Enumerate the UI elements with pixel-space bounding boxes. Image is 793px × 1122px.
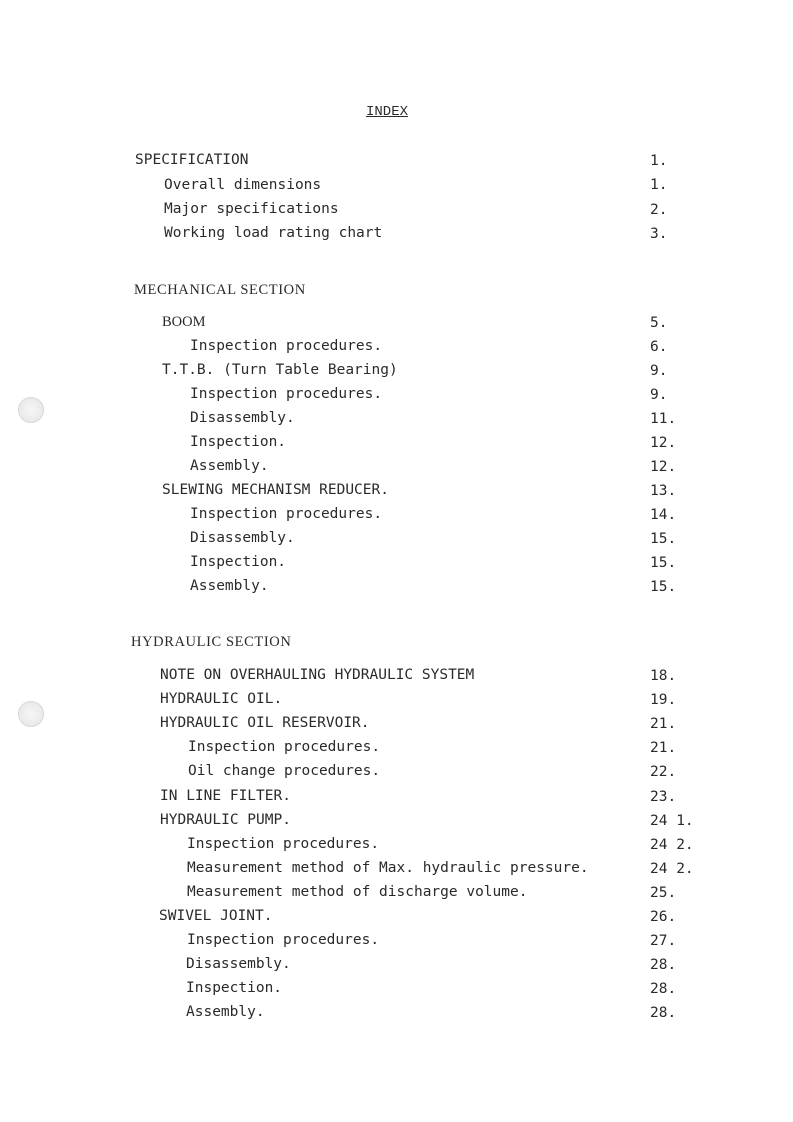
punch-hole-mark: [18, 397, 44, 423]
toc-entry: Inspection.: [186, 980, 283, 996]
toc-entry: Inspection procedures.: [187, 932, 380, 948]
toc-page-number: 2.: [650, 202, 668, 218]
toc-entry: Disassembly.: [190, 530, 295, 546]
toc-entry: Disassembly.: [186, 956, 291, 972]
section-heading-mechanical: MECHANICAL SECTION: [134, 282, 306, 298]
toc-entry: Measurement method of discharge volume.: [187, 884, 528, 900]
toc-page-number: 27.: [650, 933, 677, 949]
toc-page-number: 24 1.: [650, 813, 694, 829]
toc-page-number: 21.: [650, 716, 677, 732]
toc-entry: Major specifications: [164, 201, 339, 217]
punch-hole-mark: [18, 701, 44, 727]
toc-entry: Overall dimensions: [164, 177, 322, 193]
toc-page-number: 12.: [650, 435, 677, 451]
toc-page-number: 26.: [650, 909, 677, 925]
toc-entry: Assembly.: [186, 1004, 265, 1020]
toc-page-number: 3.: [650, 226, 668, 242]
toc-page-number: 15.: [650, 555, 677, 571]
toc-page-number: 1.: [650, 177, 668, 193]
toc-entry: HYDRAULIC PUMP.: [160, 812, 291, 828]
toc-entry: Inspection.: [190, 554, 287, 570]
toc-entry: IN LINE FILTER.: [160, 788, 291, 804]
toc-page-number: 22.: [650, 764, 677, 780]
toc-page-number: 15.: [650, 531, 677, 547]
toc-entry: SWIVEL JOINT.: [159, 908, 273, 924]
toc-page-number: 19.: [650, 692, 677, 708]
section-heading-hydraulic: HYDRAULIC SECTION: [131, 634, 292, 650]
toc-page-number: 25.: [650, 885, 677, 901]
toc-page-number: 9.: [650, 363, 668, 379]
section-heading-page: 1.: [650, 153, 668, 169]
toc-page-number: 28.: [650, 981, 677, 997]
toc-page-number: 5.: [650, 315, 668, 331]
toc-page-number: 24 2.: [650, 861, 694, 877]
toc-entry: Oil change procedures.: [188, 763, 381, 779]
page-title: INDEX: [366, 104, 409, 120]
toc-entry: Inspection procedures.: [187, 836, 380, 852]
toc-entry: Inspection.: [190, 434, 287, 450]
toc-entry: Working load rating chart: [164, 225, 383, 241]
toc-entry: NOTE ON OVERHAULING HYDRAULIC SYSTEM: [160, 667, 475, 683]
toc-entry: Measurement method of Max. hydraulic pressure.: [187, 860, 589, 876]
toc-page-number: 18.: [650, 668, 677, 684]
toc-entry: HYDRAULIC OIL RESERVOIR.: [160, 715, 370, 731]
toc-page-number: 9.: [650, 387, 668, 403]
toc-page-number: 23.: [650, 789, 677, 805]
toc-entry: Assembly.: [190, 578, 269, 594]
toc-page-number: 28.: [650, 1005, 677, 1021]
toc-page-number: 21.: [650, 740, 677, 756]
toc-entry: Assembly.: [190, 458, 269, 474]
toc-entry: Inspection procedures.: [188, 739, 381, 755]
toc-page-number: 15.: [650, 579, 677, 595]
toc-page-number: 12.: [650, 459, 677, 475]
toc-entry: Inspection procedures.: [190, 338, 383, 354]
toc-page-number: 6.: [650, 339, 668, 355]
toc-entry: Inspection procedures.: [190, 506, 383, 522]
toc-page-number: 11.: [650, 411, 677, 427]
toc-entry: SLEWING MECHANISM REDUCER.: [162, 482, 389, 498]
toc-entry: BOOM: [162, 314, 206, 330]
section-heading-specification: SPECIFICATION: [135, 152, 249, 168]
toc-page-number: 14.: [650, 507, 677, 523]
toc-page-number: 28.: [650, 957, 677, 973]
toc-entry: HYDRAULIC OIL.: [160, 691, 283, 707]
toc-page-number: 24 2.: [650, 837, 694, 853]
toc-entry: Disassembly.: [190, 410, 295, 426]
toc-entry: Inspection procedures.: [190, 386, 383, 402]
toc-page-number: 13.: [650, 483, 677, 499]
toc-entry: T.T.B. (Turn Table Bearing): [162, 362, 398, 378]
